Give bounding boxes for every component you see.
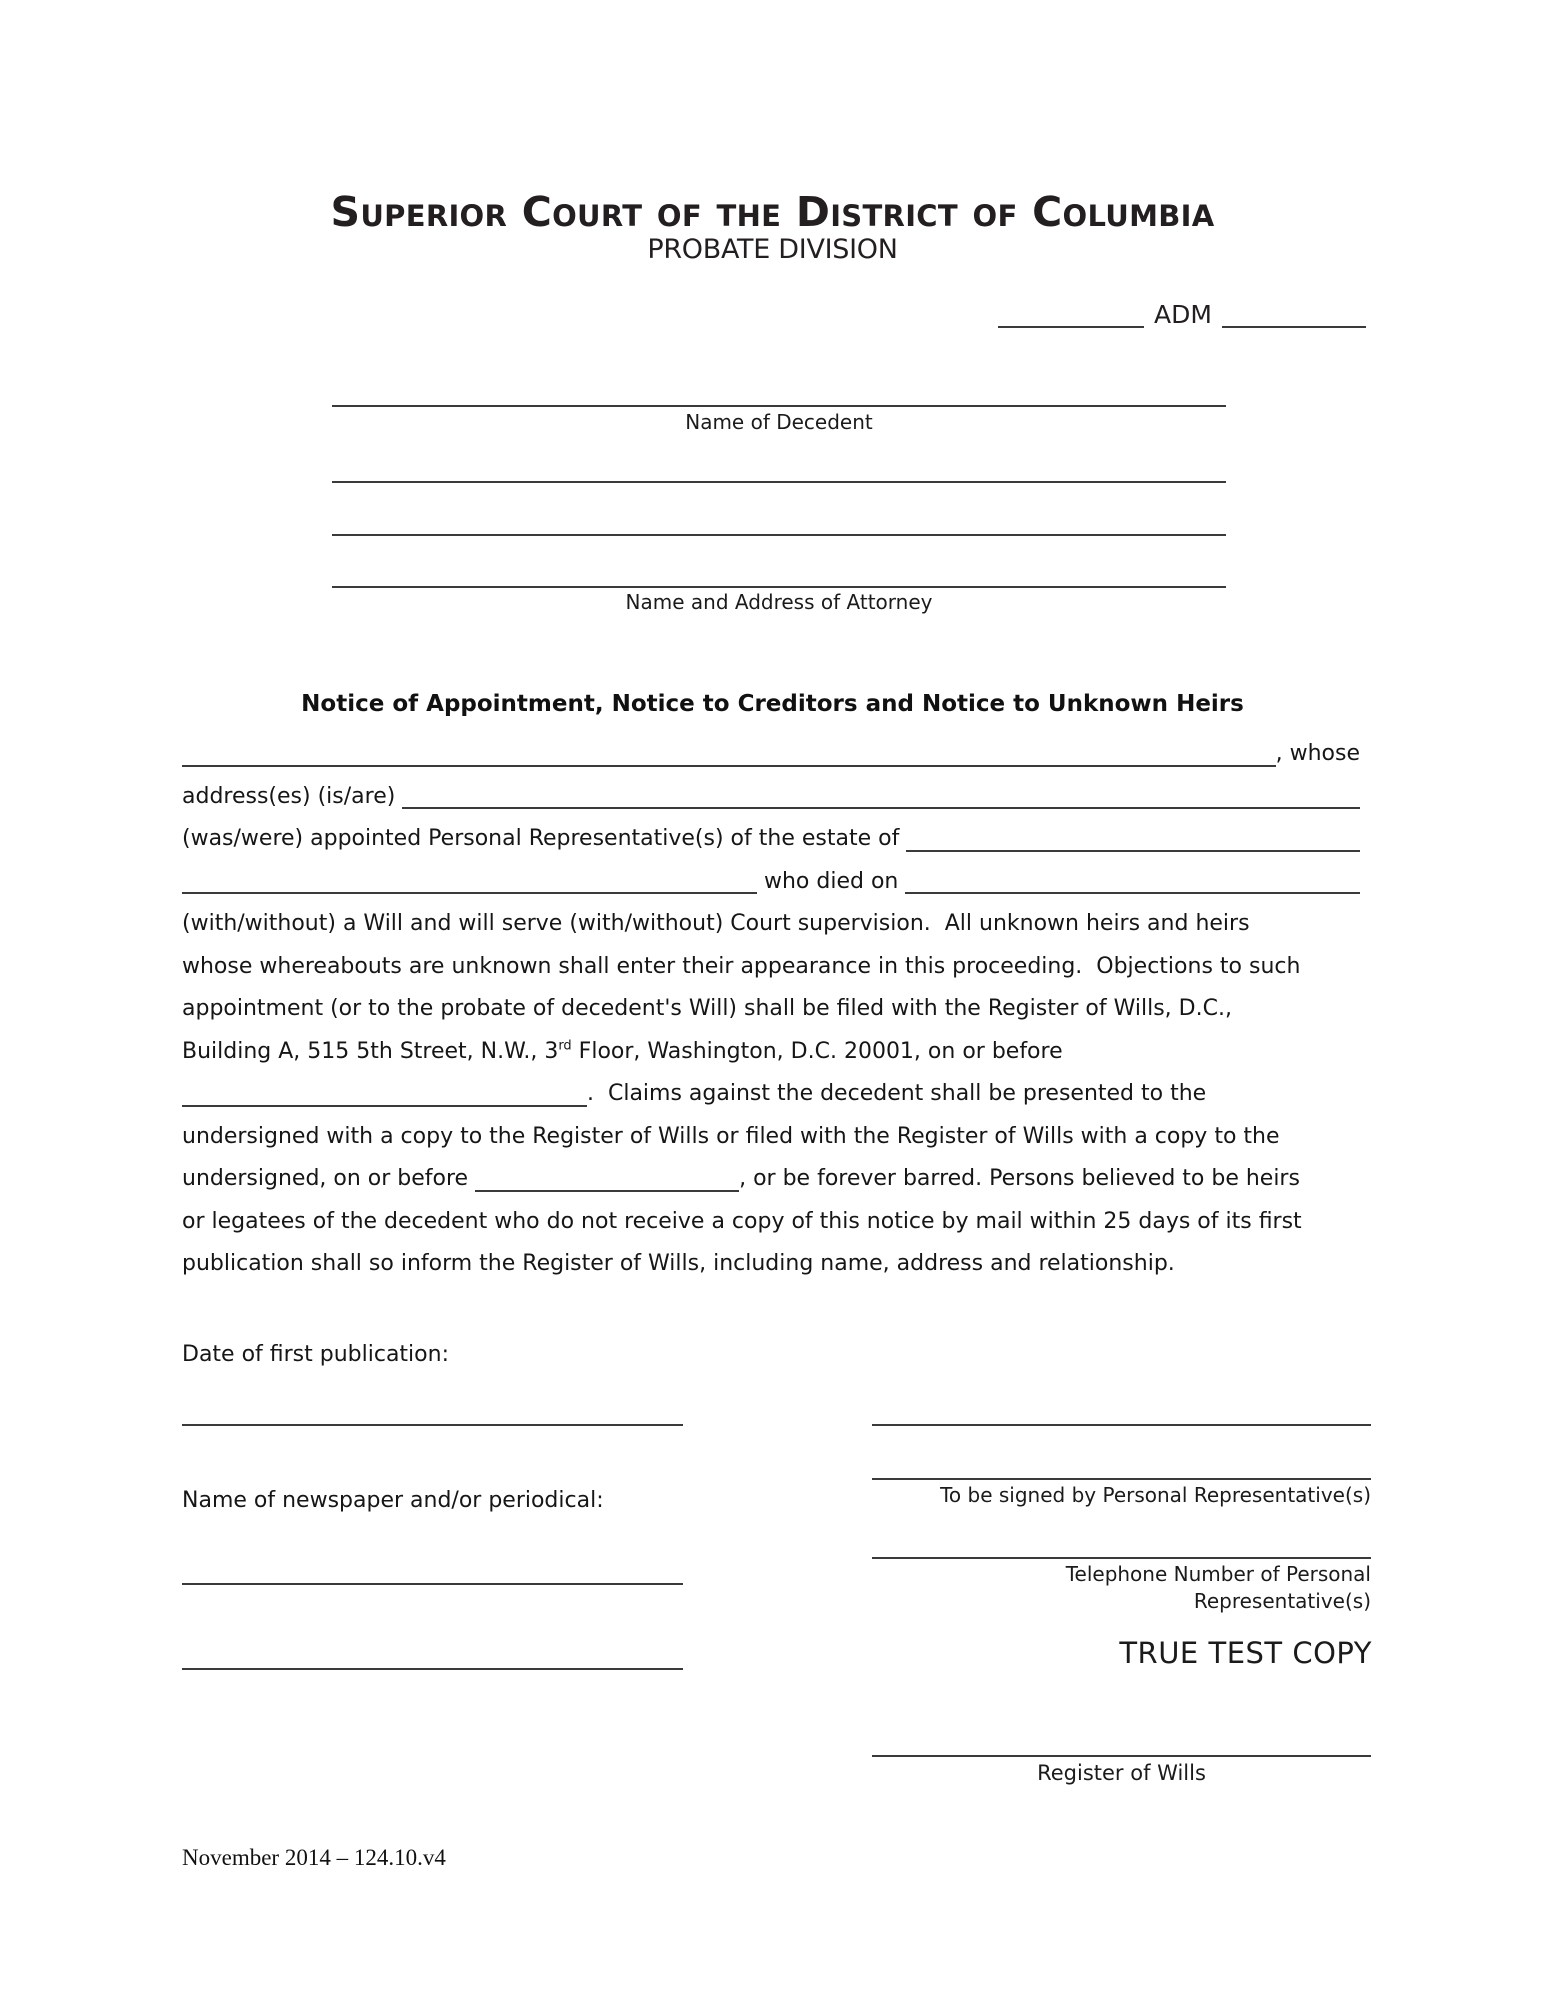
notice-line-6 bbox=[182, 942, 1360, 985]
notice-line-1-text: , whose bbox=[1275, 741, 1360, 767]
adm-case-number-blank-left[interactable] bbox=[998, 326, 1144, 328]
representative-signature-blank-1[interactable] bbox=[872, 1424, 1371, 1426]
notice-line-9 bbox=[182, 1069, 1360, 1112]
notice-line-11-post: , or be forever barred. Persons believed to be heirs bbox=[739, 1166, 1300, 1192]
court-title: Superior Court of the District of Columbia bbox=[330, 188, 1215, 236]
death-date-blank[interactable] bbox=[905, 892, 1360, 894]
notice-line-7 bbox=[182, 984, 1360, 1027]
newspaper-blank-2[interactable] bbox=[182, 1668, 683, 1670]
notice-line-3 bbox=[182, 814, 1360, 857]
notice-line-2 bbox=[182, 772, 1360, 815]
notice-line-2-text: address(es) (is/are) bbox=[182, 783, 403, 809]
objection-deadline-blank[interactable] bbox=[182, 1105, 587, 1107]
decedent-label: Name of Decedent bbox=[685, 410, 873, 434]
notice-line-5 bbox=[182, 899, 1360, 942]
newspaper-label: Name of newspaper and/or periodical: bbox=[182, 1488, 604, 1513]
notice-line-9-text: . Claims against the decedent shall be presented to the bbox=[587, 1081, 1207, 1107]
adm-label: ADM bbox=[1154, 299, 1212, 329]
notice-line-8-text bbox=[182, 1039, 1063, 1064]
attorney-blank-2[interactable] bbox=[332, 534, 1226, 536]
notice-line-3-text: (was/were) appointed Personal Representative(s) of the estate of bbox=[182, 826, 907, 852]
newspaper-blank-1[interactable] bbox=[182, 1583, 683, 1585]
notice-line-13-text: publication shall so inform the Register of Wills, including name, address and relationship. bbox=[182, 1251, 1175, 1277]
estate-of-blank[interactable] bbox=[906, 850, 1360, 852]
notice-line-11-pre: undersigned, on or before bbox=[182, 1166, 476, 1192]
notice-line-8-ordinal: rd bbox=[558, 1038, 572, 1054]
attorney-label: Name and Address of Attorney bbox=[625, 590, 933, 614]
notice-line-12 bbox=[182, 1197, 1360, 1240]
register-of-wills-label: Register of Wills bbox=[1037, 1761, 1206, 1785]
register-of-wills-signature-blank[interactable] bbox=[872, 1755, 1371, 1757]
telephone-number-blank[interactable] bbox=[872, 1557, 1371, 1559]
notice-line-8-post: Floor, Washington, D.C. 20001, on or before bbox=[571, 1038, 1063, 1064]
signed-by-label: To be signed by Personal Representative(s) bbox=[940, 1483, 1371, 1507]
notice-line-4-text: who died on bbox=[757, 868, 906, 894]
telephone-label-line-1: Telephone Number of Personal bbox=[1065, 1562, 1371, 1586]
notice-line-8-pre: Building A, 515 5th Street, N.W., 3 bbox=[182, 1038, 559, 1064]
representative-signature-blank-2[interactable] bbox=[872, 1478, 1371, 1480]
notice-line-10 bbox=[182, 1112, 1360, 1155]
telephone-label-line-2: Representative(s) bbox=[1193, 1589, 1371, 1613]
notice-line-1 bbox=[182, 729, 1360, 772]
notice-heading: Notice of Appointment, Notice to Creditors and Notice to Unknown Heirs bbox=[301, 691, 1244, 717]
notice-line-13 bbox=[182, 1239, 1360, 1282]
form-version-footer: November 2014 – 124.10.v4 bbox=[182, 1845, 446, 1870]
adm-case-number-blank-right[interactable] bbox=[1222, 326, 1366, 328]
claims-deadline-blank[interactable] bbox=[475, 1190, 739, 1192]
publication-date-label: Date of first publication: bbox=[182, 1342, 449, 1367]
personal-representative-name-blank[interactable] bbox=[182, 765, 1276, 767]
attorney-blank-3[interactable] bbox=[332, 586, 1226, 588]
true-test-copy-label: TRUE TEST COPY bbox=[1119, 1636, 1372, 1670]
notice-line-10-text: undersigned with a copy to the Register of Wills or filed with the Register of Wills with a copy to the bbox=[182, 1123, 1280, 1149]
notice-line-6-text: whose whereabouts are unknown shall enter their appearance in this proceeding. Objections to such bbox=[182, 953, 1301, 979]
publication-date-blank[interactable] bbox=[182, 1424, 683, 1426]
estate-name-blank[interactable] bbox=[182, 892, 757, 894]
attorney-blank-1[interactable] bbox=[332, 481, 1226, 483]
notice-line-7-text: appointment (or to the probate of decedent's Will) shall be filed with the Register of Wills, D.C., bbox=[182, 996, 1232, 1022]
notice-line-5-text: (with/without) a Will and will serve (with/without) Court supervision. All unknown heirs and heirs bbox=[182, 911, 1250, 937]
notice-line-11 bbox=[182, 1154, 1360, 1197]
decedent-name-blank[interactable] bbox=[332, 405, 1226, 407]
notice-line-8 bbox=[182, 1027, 1360, 1070]
notice-line-12-text: or legatees of the decedent who do not receive a copy of this notice by mail within 25 days of its first bbox=[182, 1208, 1302, 1234]
address-blank[interactable] bbox=[402, 807, 1360, 809]
notice-paragraph bbox=[182, 729, 1360, 1282]
notice-line-4 bbox=[182, 857, 1360, 900]
telephone-label bbox=[872, 1561, 1371, 1615]
division-subtitle: PROBATE DIVISION bbox=[647, 234, 898, 265]
adm-case-number-row bbox=[998, 296, 1366, 328]
